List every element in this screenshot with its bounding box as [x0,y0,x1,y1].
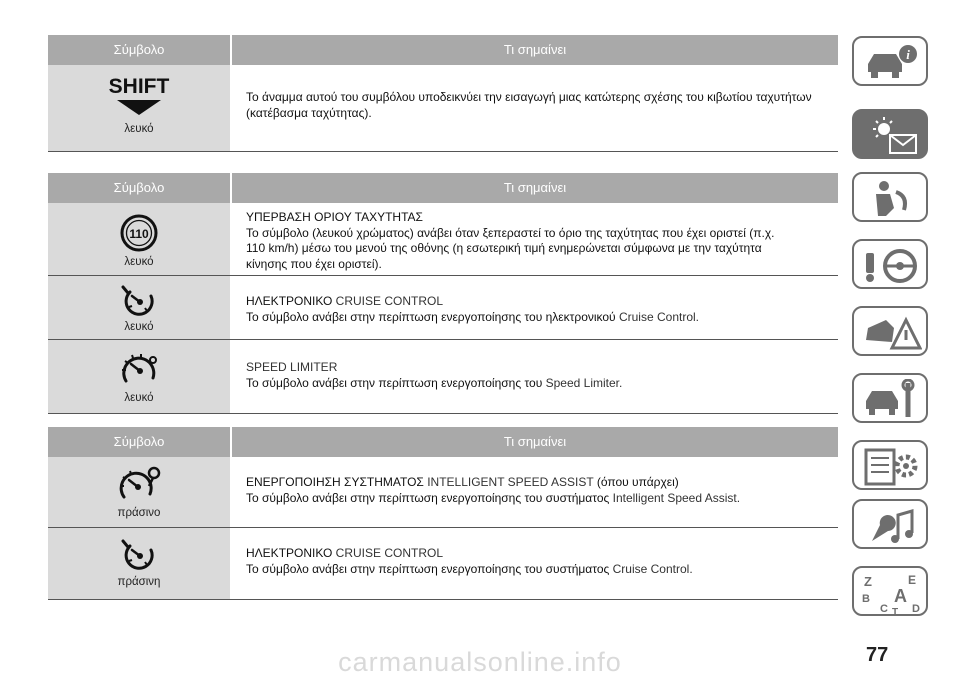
speed-limiter-icon [117,350,161,388]
symbol-cell [48,528,230,599]
steering-wheel-icon [862,245,922,287]
car-maintenance-icon [862,379,922,421]
meaning-text: Το άναμμα αυτού του συμβόλου υποδεικνύει την εισαγωγή μιας κατώτερης σχέσης του κιβωτίου ταχυτήτων (κατέβασμα ταχύτητας). [246,90,812,120]
symbol-cell [48,65,230,151]
symbol-color-caption: λευκό [124,256,154,268]
svg-text:B: B [862,593,870,605]
sidebar-tab-seat-airbag[interactable] [852,172,928,222]
cruise-control-icon [119,538,159,574]
cruise-control-icon [119,284,159,320]
header-meaning: Τι σημαίνει [503,434,567,449]
symbol-color-caption: λευκό [124,123,154,135]
header-symbol: Σύμβολο [113,180,165,195]
header-meaning: Τι σημαίνει [503,180,567,195]
svg-text:T: T [892,607,899,616]
meaning-text: ΗΛΕΚΤΡΟΝΙΚΟ CRUISE CONTROL Το σύμβολο ανάβει στην περίπτωση ενεργοποίησης του ηλεκτρονικού Cruise Control. [246,294,832,325]
table-row [48,65,838,152]
sidebar-tab-maintenance[interactable] [852,373,928,423]
symbol-cell [48,203,230,275]
meaning-title: ΗΛΕΚΤΡΟΝΙΚΟ CRUISE CONTROL [246,546,444,560]
table-row [48,457,838,528]
table-header [48,35,838,65]
sidebar-tab-emergency[interactable] [852,306,928,356]
symbol-color-caption: πράσινη [117,576,161,588]
table-row [48,340,838,414]
sidebar-tab-warning-lights[interactable] [852,109,928,159]
meaning-text: ΕΝΕΡΓΟΠΟΙΗΣΗ ΣΥΣΤΗΜΑΤΟΣ INTELLIGENT SPEED ASSIST (όπου υπάρχει) Το σύμβολο ανάβει στην περίπτωση ενεργοποίησης του συστήματος Intelligent Speed Assist. [246,475,832,506]
svg-text:Z: Z [864,574,872,589]
svg-text:D: D [912,603,920,615]
technical-data-icon [862,446,922,488]
svg-text:i: i [906,47,910,62]
header-symbol: Σύμβολο [113,434,165,449]
symbol-cell [48,340,230,413]
svg-text:E: E [908,573,917,587]
sidebar-tab-technical-data[interactable] [852,440,928,490]
meaning-text: ΗΛΕΚΤΡΟΝΙΚΟ CRUISE CONTROL Το σύμβολο ανάβει στην περίπτωση ενεργοποίησης του συστήματος Cruise Control. [246,546,832,577]
symbol-color-caption: λευκό [124,321,154,333]
symbol-table-3 [48,427,838,600]
symbol-cell [48,457,230,527]
car-info-icon [862,42,922,84]
svg-text:C: C [880,603,888,615]
meaning-title: SPEED LIMITER [246,360,338,374]
meaning-title: ΗΛΕΚΤΡΟΝΙΚΟ CRUISE CONTROL [246,294,444,308]
speed-limit-110-icon [119,213,159,253]
table-row [48,276,838,340]
meaning-text: ΥΠΕΡΒΑΣΗ ΟΡΙΟΥ ΤΑΧΥΤΗΤΑΣ Το σύμβολο (λευκού χρώματος) ανάβει όταν ξεπεραστεί το όριο της ταχύτητας που έχει οριστεί (π.χ. 110 km/h) μέσω του μενού της οθόνης (η εσωτερική τιμή ενημερώνεται σύμφωνα με την ταχύτητα κίνησης που έχει οριστεί). [246,210,832,272]
warning-lights-icon [862,115,922,157]
car-emergency-icon [862,312,922,354]
svg-text:A: A [894,586,907,606]
symbol-color-caption: λευκό [124,392,154,404]
table-header [48,173,838,203]
header-meaning: Τι σημαίνει [503,42,567,57]
sidebar-tab-car-info[interactable] [852,36,928,86]
meaning-text: SPEED LIMITER Το σύμβολο ανάβει στην περίπτωση ενεργοποίησης του Speed Limiter. [246,360,832,391]
svg-text:SHIFT: SHIFT [108,75,170,98]
table-row [48,203,838,276]
sidebar-tab-steering-wheel[interactable] [852,239,928,289]
sidebar-tab-multimedia[interactable] [852,499,928,549]
symbol-table-1 [48,35,838,152]
header-symbol: Σύμβολο [113,42,165,57]
alphabetical-index-icon [862,572,922,616]
seat-airbag-icon [862,178,922,220]
symbol-color-caption: πράσινο [117,507,161,519]
sidebar-tab-alphabetical-index[interactable] [852,566,928,616]
symbol-cell [48,276,230,339]
svg-text:110: 110 [129,227,149,241]
intelligent-speed-assist-icon [116,465,162,503]
meaning-title: ΕΝΕΡΓΟΠΟΙΗΣΗ ΣΥΣΤΗΜΑΤΟΣ INTELLIGENT SPEED ASSIST (όπου υπάρχει) [246,475,679,489]
page-number: 77 [866,644,889,666]
table-row [48,528,838,600]
symbol-table-2 [48,173,838,414]
shift-indicator-icon [107,73,171,117]
watermark: carmanualsonline.info [338,647,622,677]
meaning-title: ΥΠΕΡΒΑΣΗ ΟΡΙΟΥ ΤΑΧΥΤΗΤΑΣ [246,210,423,224]
table-header [48,427,838,457]
multimedia-icon [862,505,922,547]
